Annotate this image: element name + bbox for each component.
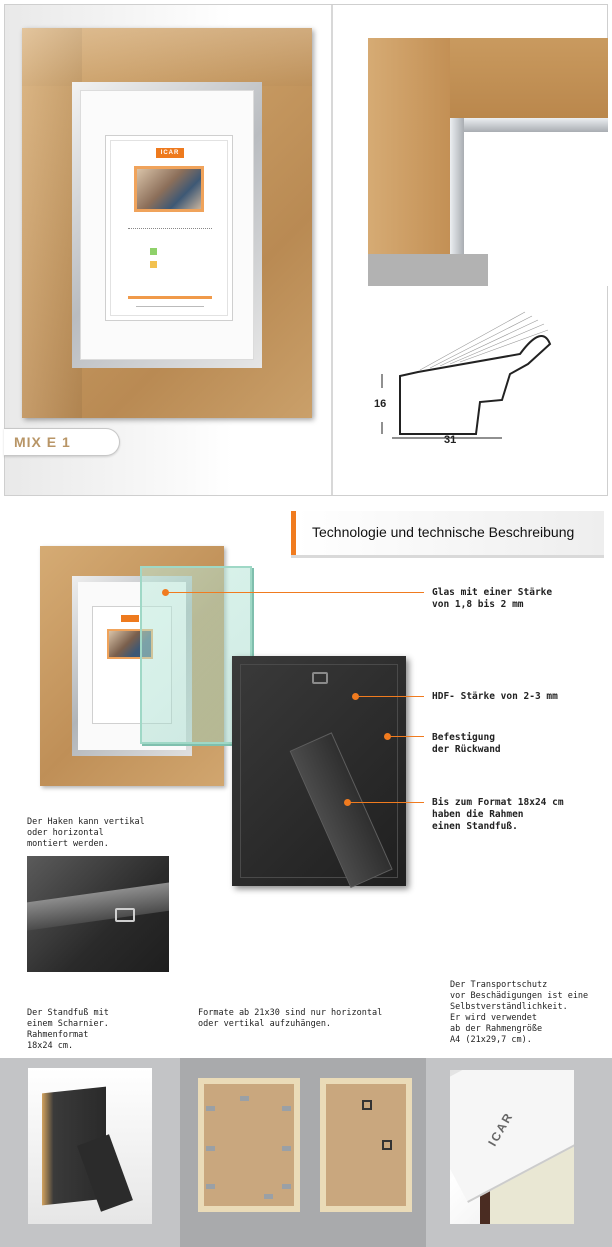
hook-note-line2: oder horizontal <box>27 828 104 838</box>
callout-glass-line1: Glas mit einer Stärke <box>432 587 553 598</box>
hook-note-line1: Der Haken kann vertikal <box>27 817 145 827</box>
retaining-tab <box>206 1106 215 1111</box>
retaining-tab <box>206 1146 215 1151</box>
frame-bevel-top <box>22 28 312 86</box>
hook-photo-frame-edge <box>27 880 169 931</box>
hanger-ring-icon <box>362 1100 372 1110</box>
callout-line-fastening <box>390 736 424 737</box>
silver-inner-profile <box>72 82 262 368</box>
back-panel-vertical-photo <box>198 1078 300 1212</box>
profile-outline <box>400 336 550 434</box>
profile-width-label: 31 <box>444 434 457 446</box>
callout-hdf <box>432 691 558 703</box>
retaining-tab <box>240 1096 249 1101</box>
sample-insert-card <box>105 135 233 321</box>
insert-sample-photo <box>134 166 204 212</box>
insert-footer-line <box>136 306 204 307</box>
transport-note-line2: vor Beschädigungen ist eine <box>450 991 589 1001</box>
formats-note <box>198 1008 382 1030</box>
insert-size-swatch-yellow <box>150 261 157 268</box>
transport-note-line6: A4 (21x29,7 cm). <box>450 1035 532 1045</box>
callout-hdf-line1: HDF- Stärke von 2-3 mm <box>432 691 558 702</box>
hdf-back-panel <box>232 656 406 886</box>
corner-shadow <box>368 254 488 286</box>
callout-stand-line2: haben die Rahmen <box>432 809 524 820</box>
callout-line-glass <box>168 592 424 593</box>
stand-note <box>27 1008 109 1052</box>
formats-note-line2: oder vertikal aufzuhängen. <box>198 1019 332 1029</box>
corner-silver-edge-horizontal <box>450 118 608 132</box>
product-name-tab <box>4 428 120 456</box>
stand-photo <box>28 1068 152 1224</box>
callout-glass <box>432 587 552 611</box>
section-title: Technologie und technische Beschreibung <box>312 524 575 540</box>
back-panel-horizontal-photo <box>320 1078 412 1212</box>
frame-front-insert-logo <box>121 615 139 622</box>
profile-height-label: 16 <box>374 398 387 410</box>
icar-logo: ICAR <box>156 148 184 158</box>
corner-closeup-photo <box>368 38 608 286</box>
corner-left-molding <box>368 38 450 286</box>
callout-fastening-line2: der Rückwand <box>432 744 501 755</box>
transport-note-line3: Selbstverständlichkeit. <box>450 1002 568 1012</box>
callout-line-stand <box>350 802 424 803</box>
callout-glass-line2: von 1,8 bis 2 mm <box>432 599 524 610</box>
callout-fastening-line1: Befestigung <box>432 732 495 743</box>
transport-note <box>450 980 588 1046</box>
insert-script-line <box>128 228 212 229</box>
retaining-tab <box>282 1184 291 1189</box>
callout-line-hdf <box>358 696 424 697</box>
transport-protection-photo <box>450 1070 574 1224</box>
callout-stand-line3: einen Standfuß. <box>432 821 518 832</box>
hanger-ring-icon <box>382 1140 392 1150</box>
hanger-clip-icon <box>312 672 328 684</box>
retaining-tab <box>264 1194 273 1199</box>
section-heading <box>291 511 604 555</box>
insert-size-swatch-green <box>150 248 157 255</box>
hook-note <box>27 817 145 850</box>
stand-note-line3: Rahmenformat <box>27 1030 89 1040</box>
transport-note-line1: Der Transportschutz <box>450 980 548 990</box>
retaining-tab <box>282 1106 291 1111</box>
corner-protector-brand: ICAR <box>485 1109 517 1149</box>
callout-stand <box>432 797 564 833</box>
stand-note-line4: 18x24 cm. <box>27 1041 74 1051</box>
transport-note-line4: Er wird verwendet <box>450 1013 537 1023</box>
transport-note-line5: ab der Rahmengröße <box>450 1024 543 1034</box>
product-name: MIX E 1 <box>14 434 71 450</box>
hook-note-line3: montiert werden. <box>27 839 109 849</box>
hook-clip-icon <box>115 908 135 922</box>
formats-note-line1: Formate ab 21x30 sind nur horizontal <box>198 1008 383 1018</box>
hook-closeup-photo <box>27 856 169 972</box>
retaining-tab <box>282 1146 291 1151</box>
stand-note-line2: einem Scharnier. <box>27 1019 109 1029</box>
profile-cross-section-drawing <box>360 304 560 454</box>
retaining-tab <box>206 1184 215 1189</box>
frame-product-photo <box>22 28 312 418</box>
stand-note-line1: Der Standfuß mit <box>27 1008 109 1018</box>
callout-stand-line1: Bis zum Format 18x24 cm <box>432 797 564 808</box>
insert-orange-bar <box>128 296 212 299</box>
panel-divider <box>331 5 333 495</box>
passepartout-mat <box>80 90 254 360</box>
callout-fastening <box>432 732 501 756</box>
